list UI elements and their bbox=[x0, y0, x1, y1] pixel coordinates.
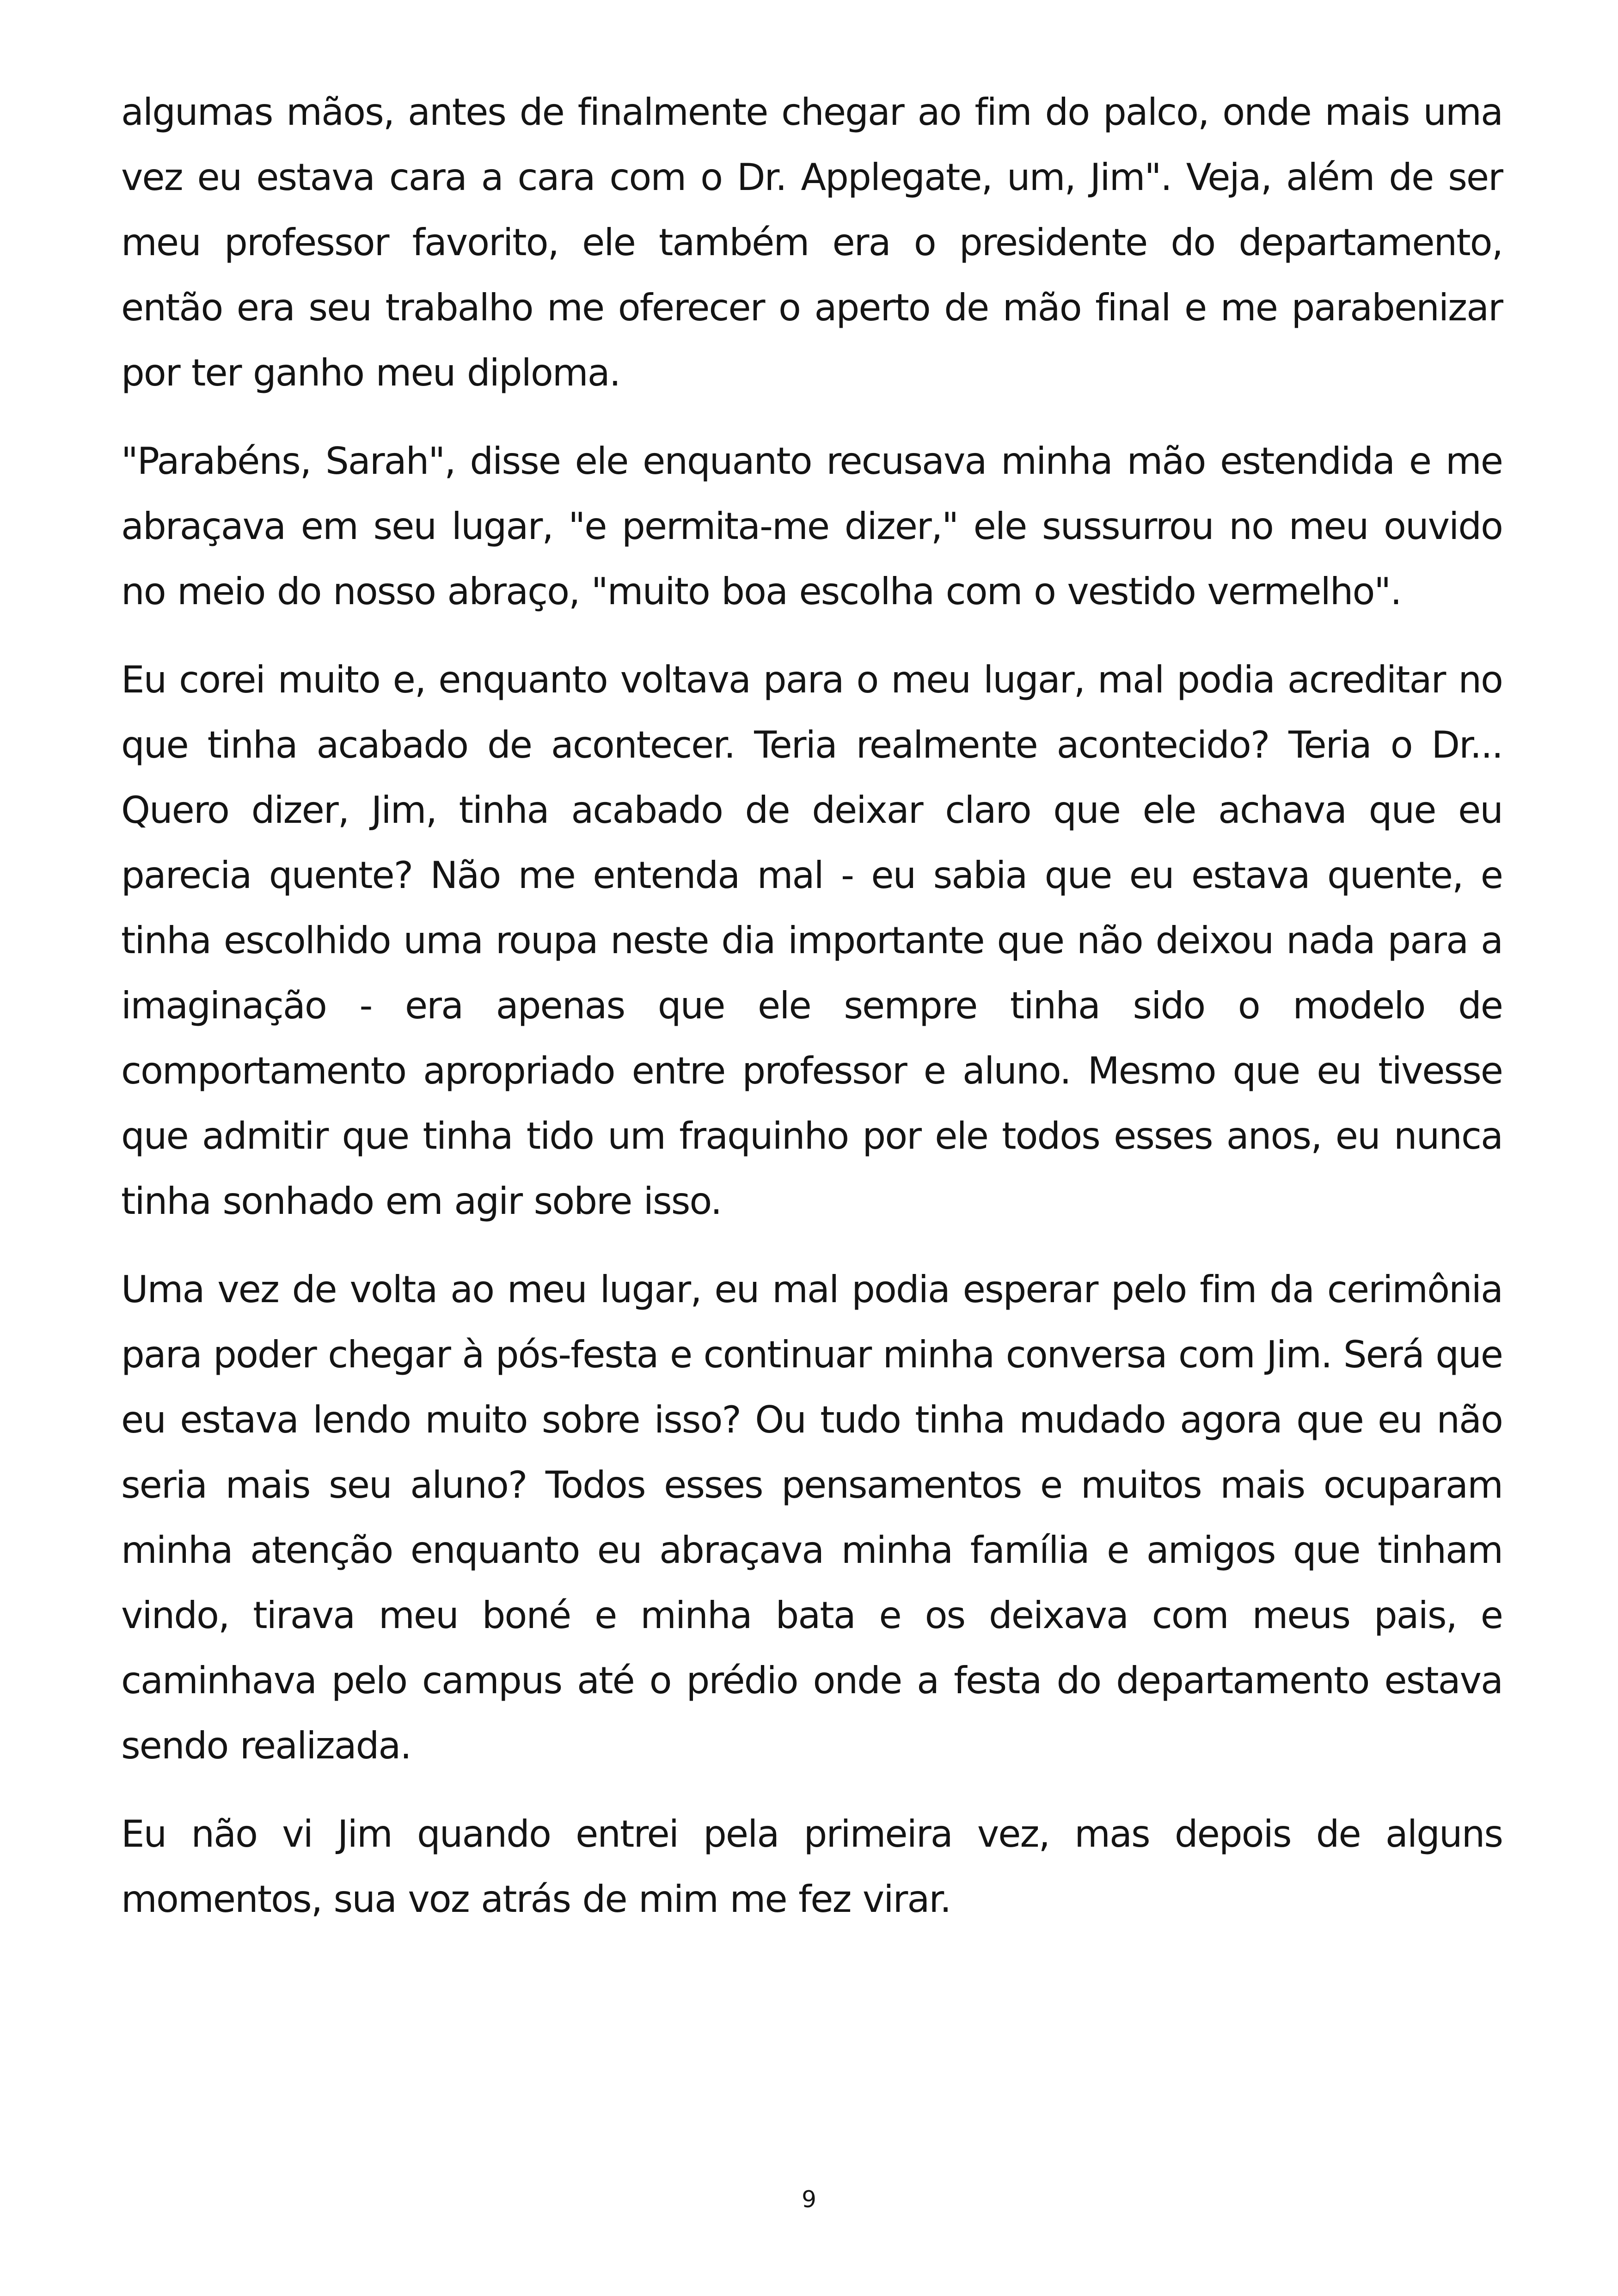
page-number: 9 bbox=[802, 2186, 816, 2213]
paragraph-3: Eu corei muito e, enquanto voltava para o meu lugar, mal podia acreditar no que tinha acabado de acontecer. Teria realmente acontecido? Teria o Dr... Quero dizer, Jim, tinha acabado de deixar claro que ele achava que eu parecia quente? Não me entenda mal - eu sabia que eu estava quente, e tinha escolhido uma roupa neste dia importante que não deixou nada para a imaginação - era apenas que ele sempre tinha sido o modelo de comportamento apropriado entre professor e aluno. Mesmo que eu tivesse que admitir que tinha tido um fraquinho por ele todos esses anos, eu nunca tinha sonhado em agir sobre isso. bbox=[121, 658, 1502, 1223]
paragraph-1: algumas mãos, antes de finalmente chegar ao fim do palco, onde mais uma vez eu estava cara a cara com o Dr. Applegate, um, Jim". Veja, além de ser meu professor favorito, ele também era o presidente do departamento, então era seu trabalho me oferecer o aperto de mão final e me parabenizar por ter ganho meu diploma. bbox=[121, 91, 1502, 394]
body-text bbox=[121, 80, 1502, 1955]
paragraph-2: "Parabéns, Sarah", disse ele enquanto recusava minha mão estendida e me abraçava em seu lugar, "e permita-me dizer," ele sussurrou no meu ouvido no meio do nosso abraço, "muito boa escolha com o vestido vermelho". bbox=[121, 440, 1502, 613]
paragraph-4: Uma vez de volta ao meu lugar, eu mal podia esperar pelo fim da cerimônia para poder chegar à pós-festa e continuar minha conversa com Jim. Será que eu estava lendo muito sobre isso? Ou tudo tinha mudado agora que eu não seria mais seu aluno? Todos esses pensamentos e muitos mais ocuparam minha atenção enquanto eu abraçava minha família e amigos que tinham vindo, tirava meu boné e minha bata e os deixava com meus pais, e caminhava pelo campus até o prédio onde a festa do departamento estava sendo realizada. bbox=[121, 1268, 1502, 1767]
paragraph-5: Eu não vi Jim quando entrei pela primeira vez, mas depois de alguns momentos, sua voz atrás de mim me fez virar. bbox=[121, 1812, 1502, 1921]
